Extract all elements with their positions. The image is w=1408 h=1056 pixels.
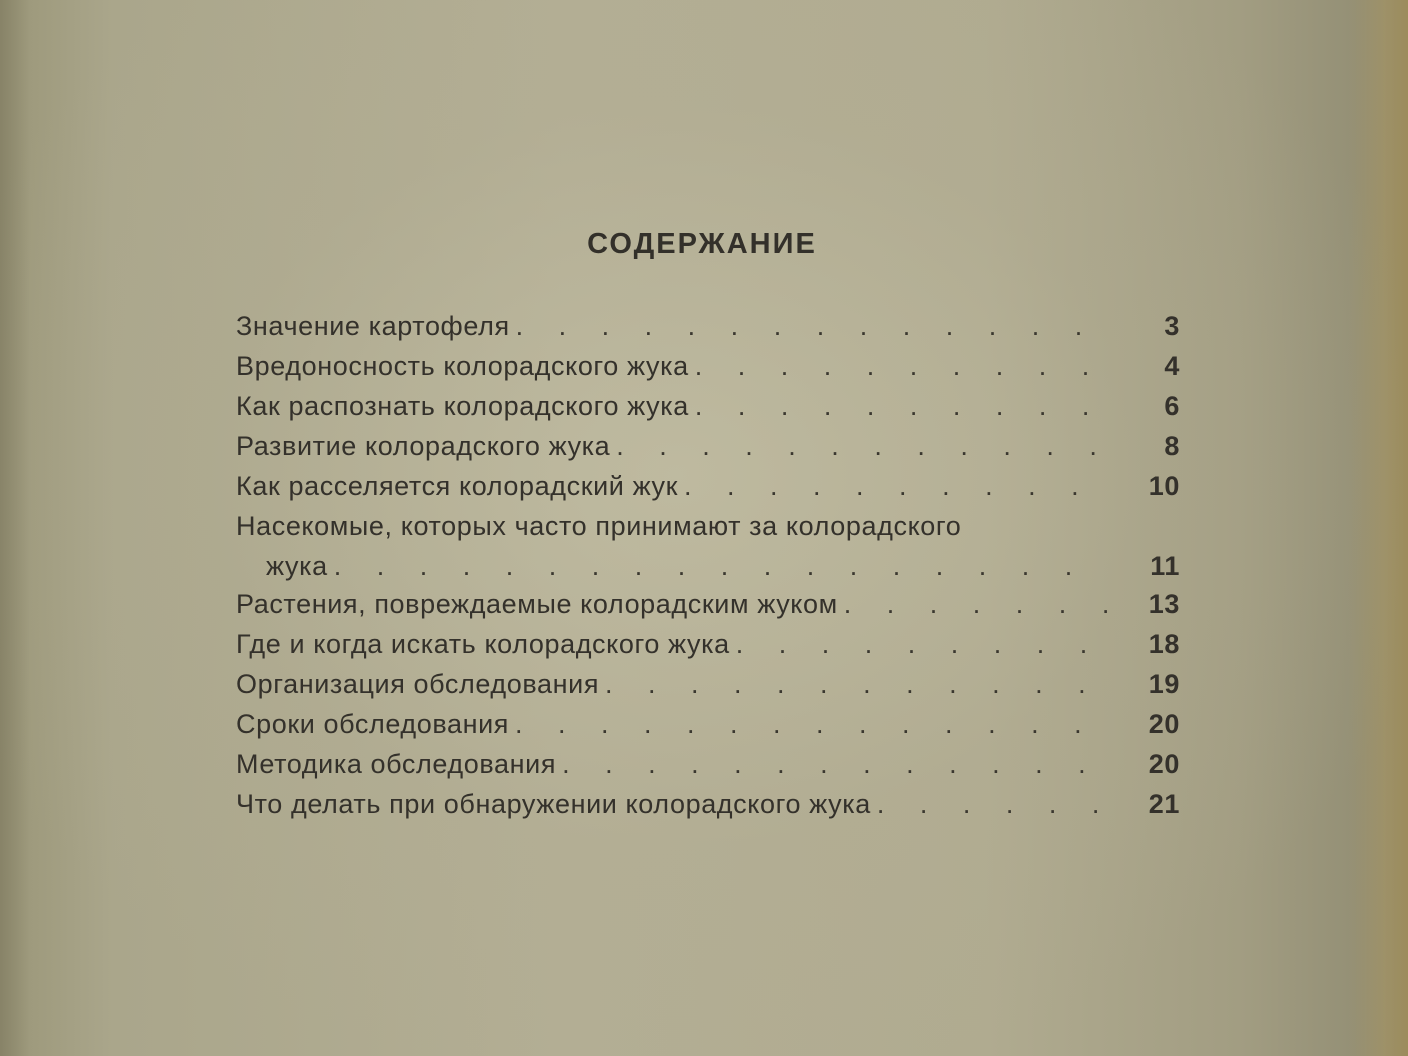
- page-edge-right: [1348, 0, 1408, 1056]
- toc-leader-dots: [334, 546, 1108, 586]
- toc-leader-dots: [516, 306, 1108, 346]
- toc-entry-label: Что делать при обнаружении колорадского жука: [236, 789, 871, 819]
- toc-entry: [236, 306, 1180, 346]
- toc-entry-label: Сроки обследования: [236, 709, 510, 739]
- toc-entry-page: 3: [1164, 311, 1180, 341]
- toc-entry: [236, 624, 1180, 664]
- toc-entry-label: Значение картофеля: [236, 311, 510, 341]
- toc-entry: [236, 466, 1180, 506]
- toc-leader-dots: [616, 426, 1108, 466]
- table-of-contents: [236, 306, 1180, 824]
- contents-title: СОДЕРЖАНИЕ: [587, 228, 817, 260]
- toc-entry-page: 18: [1148, 629, 1180, 659]
- toc-leader-dots: [695, 346, 1108, 386]
- toc-entry-label: Где и когда искать колорадского жука: [236, 629, 730, 659]
- toc-entry-page: 6: [1164, 391, 1180, 421]
- toc-entry-page: 8: [1164, 431, 1180, 461]
- toc-entry: [236, 506, 1180, 584]
- toc-entry: [236, 426, 1180, 466]
- toc-leader-dots: [605, 664, 1108, 704]
- toc-leader-dots: [736, 624, 1108, 664]
- page-shadow-left: [0, 0, 30, 1056]
- toc-entry: [236, 386, 1180, 426]
- toc-entry-label: Растения, повреждаемые колорадским жуком: [236, 589, 838, 619]
- toc-entry-page: 4: [1164, 351, 1180, 381]
- toc-entry-label-continued: жука: [266, 551, 328, 581]
- toc-entry-page: 20: [1148, 749, 1180, 779]
- toc-entry-label: Методика обследования: [236, 749, 557, 779]
- toc-entry-page: 20: [1148, 709, 1180, 739]
- toc-leader-dots: [877, 784, 1108, 824]
- toc-leader-dots: [844, 584, 1108, 624]
- toc-entry-label: Организация обследования: [236, 669, 600, 699]
- toc-entry: [236, 346, 1180, 386]
- toc-leader-dots: [684, 466, 1108, 506]
- toc-entry: [236, 664, 1180, 704]
- toc-leader-dots: [515, 704, 1108, 744]
- contents-heading: [0, 228, 1408, 261]
- toc-entry: [236, 784, 1180, 824]
- toc-entry-page: 10: [1148, 471, 1180, 501]
- toc-entry-label: Как расселяется колорадский жук: [236, 471, 679, 501]
- toc-entry-page: 21: [1148, 789, 1180, 819]
- toc-entry: [236, 584, 1180, 624]
- toc-entry: [236, 744, 1180, 784]
- toc-entry-label: Насекомые, которых часто принимают за колорадского: [236, 511, 962, 541]
- toc-leader-dots: [695, 386, 1108, 426]
- toc-entry-page: 13: [1148, 589, 1180, 619]
- toc-entry-page: 19: [1148, 669, 1180, 699]
- toc-entry-label: Как распознать колорадского жука: [236, 391, 689, 421]
- toc-entry-label: Развитие колорадского жука: [236, 431, 611, 461]
- toc-entry-label: Вредоносность колорадского жука: [236, 351, 689, 381]
- toc-leader-dots: [562, 744, 1108, 784]
- toc-entry-page: 11: [1150, 551, 1180, 581]
- toc-entry: [236, 704, 1180, 744]
